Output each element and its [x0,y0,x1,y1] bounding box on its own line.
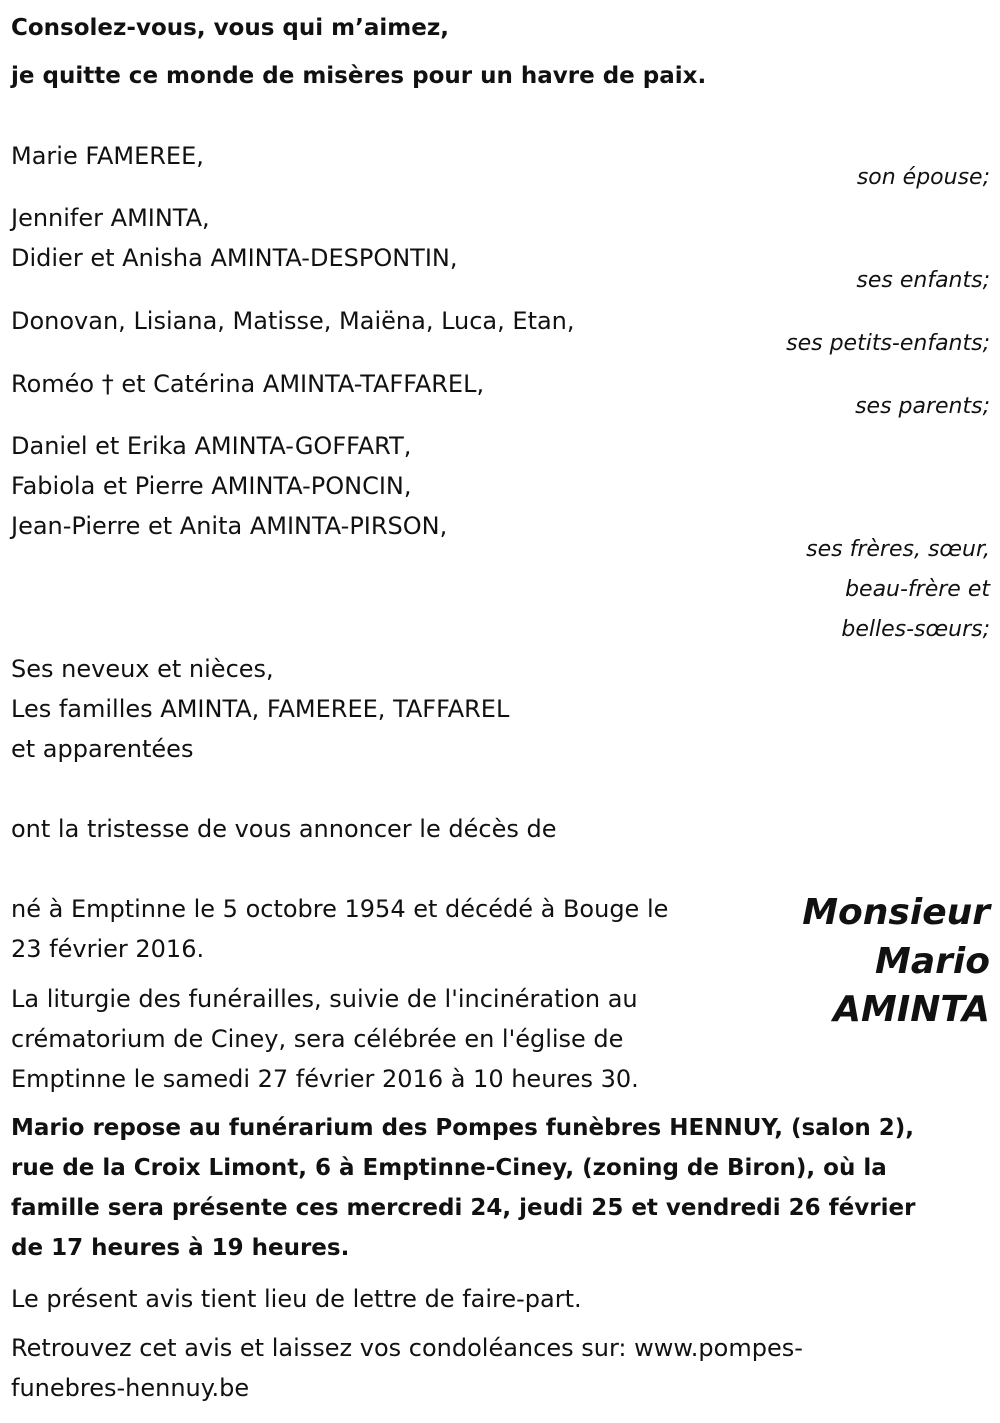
visitation-line-1: Mario repose au funérarium des Pompes funèbres HENNUY, (salon 2), [11,1115,915,1141]
deceased-last-name: AMINTA [833,989,990,1030]
family-name-sibling-2: Fabiola et Pierre AMINTA-PONCIN, [11,472,412,500]
family-name-spouse: Marie FAMEREE, [11,142,204,170]
family-role-parents: ses parents; [855,394,990,419]
relatives-line-2: Les familles AMINTA, FAMEREE, TAFFAREL [11,695,510,723]
relatives-line-1: Ses neveux et nièces, [11,655,274,683]
condolences-line-2: funebres-hennuy.be [11,1374,250,1402]
liturgy-line-3: Emptinne le samedi 27 février 2016 à 10 heures 30. [11,1065,639,1093]
condolences-line-1: Retrouvez cet avis et laissez vos condoléances sur: www.pompes- [11,1334,803,1362]
family-name-child-1: Jennifer AMINTA, [11,204,210,232]
liturgy-line-1: La liturgie des funérailles, suivie de l'incinération au [11,985,638,1013]
family-role-spouse: son épouse; [856,165,990,190]
visitation-line-4: de 17 heures à 19 heures. [11,1235,350,1261]
family-name-parents: Roméo † et Catérina AMINTA-TAFFAREL, [11,370,485,398]
notice-text: Le présent avis tient lieu de lettre de faire-part. [11,1285,582,1313]
family-role-siblings-1: ses frères, sœur, [806,537,990,562]
deceased-first-name: Mario [875,941,990,982]
family-name-sibling-1: Daniel et Erika AMINTA-GOFFART, [11,432,412,460]
family-name-child-2: Didier et Anisha AMINTA-DESPONTIN, [11,244,458,272]
family-role-grandchildren: ses petits-enfants; [786,331,990,356]
birth-death-line-1: né à Emptinne le 5 octobre 1954 et décédé à Bouge le [11,895,669,923]
family-role-siblings-3: belles-sœurs; [841,617,990,642]
family-role-siblings-2: beau-frère et [845,577,990,602]
family-name-sibling-3: Jean-Pierre et Anita AMINTA-PIRSON, [11,512,448,540]
deceased-title: Monsieur [802,892,990,933]
family-name-grandchildren: Donovan, Lisiana, Matisse, Maiëna, Luca, Etan, [11,307,575,335]
birth-death-line-2: 23 février 2016. [11,935,205,963]
visitation-line-3: famille sera présente ces mercredi 24, jeudi 25 et vendredi 26 février [11,1195,916,1221]
announcement-text: ont la tristesse de vous annoncer le décès de [11,815,557,843]
relatives-line-3: et apparentées [11,735,194,763]
verse-line-2: je quitte ce monde de misères pour un havre de paix. [11,63,707,89]
family-role-children: ses enfants; [856,268,990,293]
liturgy-line-2: crématorium de Ciney, sera célébrée en l'église de [11,1025,624,1053]
verse-line-1: Consolez-vous, vous qui m’aimez, [11,15,449,41]
visitation-line-2: rue de la Croix Limont, 6 à Emptinne-Ciney, (zoning de Biron), où la [11,1155,887,1181]
